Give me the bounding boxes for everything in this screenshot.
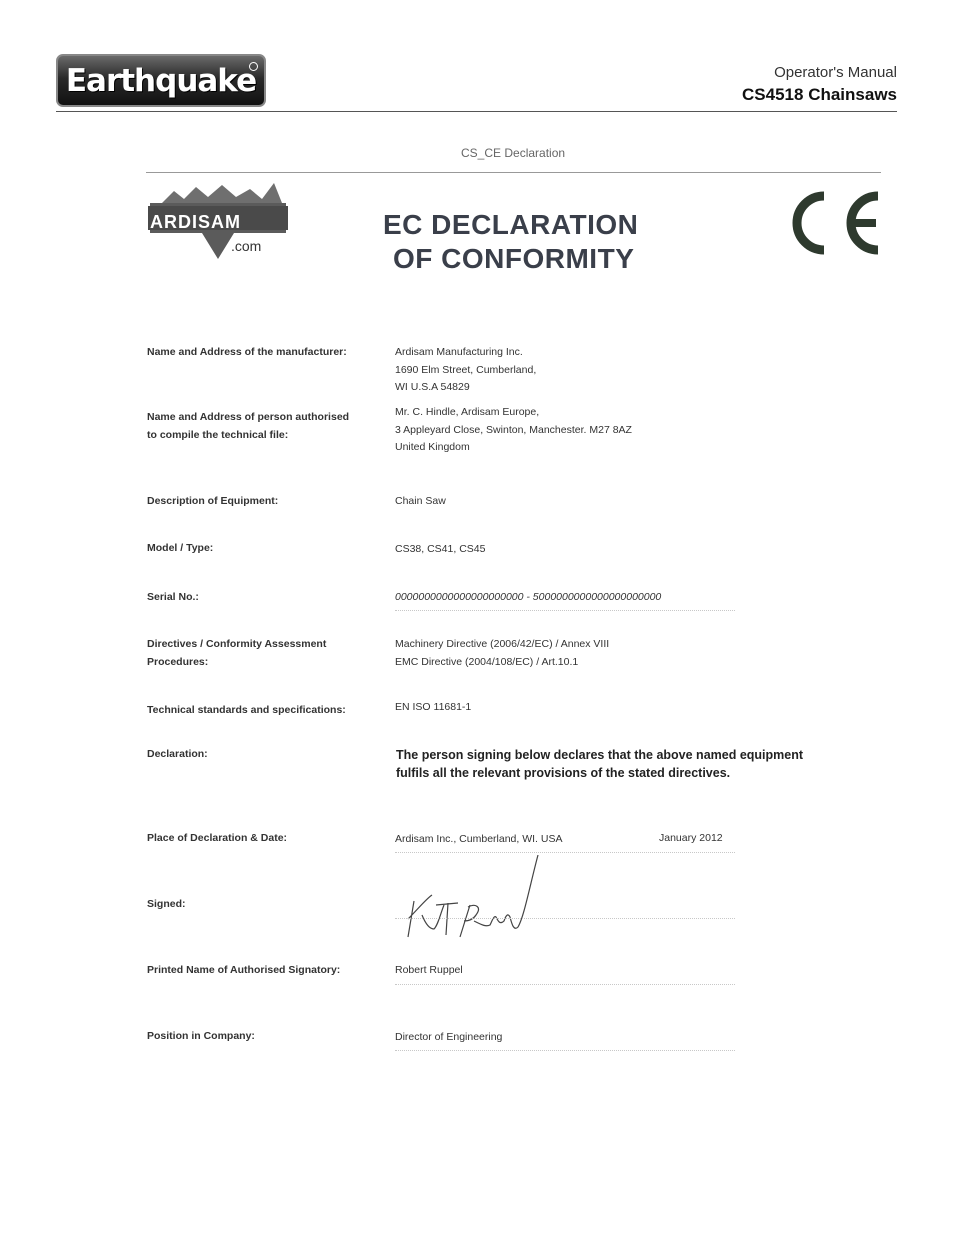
standards-value: EN ISO 11681-1 <box>395 701 472 713</box>
manufacturer-label: Name and Address of the manufacturer: <box>147 346 347 358</box>
ardisam-logo-domain: .com <box>231 238 262 254</box>
manual-label: Operator's Manual <box>774 64 897 81</box>
serial-value: 0000000000000000000000 - 5000000000000000000000 <box>395 591 662 603</box>
equipment-label: Description of Equipment: <box>147 495 279 507</box>
signatory-value: Robert Ruppel <box>395 964 463 976</box>
position-underline <box>395 1050 735 1051</box>
model-value: CS38, CS41, CS45 <box>395 543 486 555</box>
position-value: Director of Engineering <box>395 1031 503 1043</box>
serial-underline <box>395 610 735 611</box>
ardisam-logo-name: ARDISAM <box>150 212 241 232</box>
authorised-value: Mr. C. Hindle, Ardisam Europe, 3 Appleyard Close, Swinton, Manchester. M27 8AZ United Kingdom <box>395 406 632 453</box>
place-label: Place of Declaration & Date: <box>147 832 288 844</box>
header-divider <box>56 111 897 112</box>
manufacturer-value: Ardisam Manufacturing Inc. 1690 Elm Street, Cumberland, WI U.S.A 54829 <box>395 346 537 393</box>
signature-icon <box>400 855 550 945</box>
signatory-label: Printed Name of Authorised Signatory: <box>147 964 341 976</box>
serial-label: Serial No.: <box>147 591 199 603</box>
brand-name: Earthquake <box>65 62 257 99</box>
equipment-value: Chain Saw <box>395 495 446 507</box>
declaration-date: January 2012 <box>659 832 723 844</box>
registered-mark-icon <box>249 62 258 71</box>
signatory-underline <box>395 984 735 985</box>
place-value: Ardisam Inc., Cumberland, WI. USA <box>395 833 563 845</box>
document-code: CS_CE Declaration <box>461 146 566 160</box>
title-line-1: EC DECLARATION <box>383 209 639 240</box>
signed-underline <box>395 918 735 919</box>
ce-mark-icon <box>786 190 882 256</box>
declaration-label: Declaration: <box>147 748 208 760</box>
product-title: CS4518 Chainsaws <box>742 85 897 104</box>
authorised-label: Name and Address of person authorised to compile the technical file: <box>147 411 350 441</box>
standards-label: Technical standards and specifications: <box>147 704 346 716</box>
directives-label: Directives / Conformity Assessment Procedures: <box>147 638 327 668</box>
position-label: Position in Company: <box>147 1030 255 1042</box>
declaration-text: The person signing below declares that the above named equipment fulfils all the relevant provisions of the stated directives. <box>396 748 804 780</box>
directives-value: Machinery Directive (2006/42/EC) / Annex VIII EMC Directive (2004/108/EC) / Art.10.1 <box>395 638 610 668</box>
signed-label: Signed: <box>147 898 186 910</box>
earthquake-logo <box>56 54 266 107</box>
document-divider <box>146 172 881 173</box>
title-line-2: OF CONFORMITY <box>393 243 635 274</box>
place-underline <box>395 852 735 853</box>
model-label: Model / Type: <box>147 542 214 554</box>
